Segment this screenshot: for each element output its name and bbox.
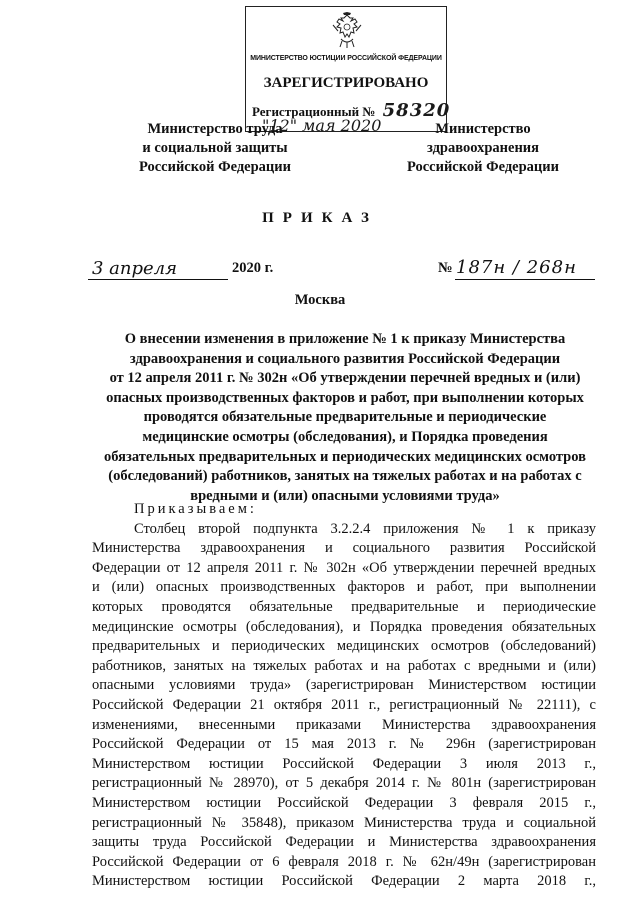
body-line: и (или) опасных производственных факторов и работ, при выполнении	[92, 579, 596, 596]
order-number-label: №	[438, 260, 453, 276]
order-date-handwritten: 3 апреля	[92, 258, 178, 279]
double-headed-eagle-emblem-icon	[330, 11, 364, 51]
orders-word: Приказываем:	[134, 501, 257, 517]
body-line: Министерством юстиции Российской Федерации 2 марта 2018 г.,	[92, 873, 596, 890]
order-heading	[80, 330, 610, 506]
stamp-registration-number: 58320	[382, 100, 451, 121]
heading-line: медицинские осмотры (обследования), и Порядка проведения	[142, 428, 548, 445]
body-line: Столбец второй подпункта 3.2.2.4 приложения № 1 к приказу	[134, 520, 596, 537]
body-line: предварительных и периодических медицинских осмотров (обследований)	[92, 638, 596, 655]
ministry-left-line: и социальной защиты	[142, 140, 288, 156]
body-line: регистрационный № 35848), приказом Министерства труда и социальной	[92, 814, 596, 831]
heading-line: вредными и (или) опасными условиями труда»	[190, 487, 500, 504]
heading-line: опасных производственных факторов и работ, при выполнении которых	[106, 389, 584, 406]
stamp-registration-date: "12" мая 2020	[262, 116, 382, 135]
order-number-handwritten: 187н / 268н	[456, 257, 577, 278]
order-city: Москва	[294, 292, 346, 308]
body-line: работников, занятых на тяжелых работах и на работах с вредными и (или)	[92, 657, 596, 674]
body-line: Министерством юстиции Российской Федерации 3 февраля 2015 г.,	[92, 794, 596, 811]
body-line: Российской Федерации 21 октября 2011 г., регистрационный № 22111), с	[92, 696, 596, 713]
heading-line: от 12 апреля 2011 г. № 302н «Об утверждении перечней вредных и (или)	[109, 370, 581, 387]
ministry-right-line: здравоохранения	[427, 140, 539, 156]
date-underline	[88, 279, 228, 280]
order-body	[92, 500, 596, 892]
ministry-right-line: Министерство	[435, 121, 531, 137]
body-line: Министерства здравоохранения и социального развития Российской	[92, 540, 596, 557]
body-line: Министерством юстиции Российской Федерации 3 июля 2013 г.,	[92, 755, 596, 772]
body-line: которых проводятся обязательные предварительные и периодические	[92, 598, 596, 615]
heading-line: проводятся обязательные предварительные и периодические	[143, 409, 547, 426]
heading-line: обязательных предварительных и периодических медицинских осмотров	[104, 448, 586, 465]
body-line: защиты труда Российской Федерации и Министерства здравоохранения	[92, 834, 596, 851]
body-line: изменениями, внесенными приказами Министерства здравоохранения	[92, 716, 596, 733]
ministry-left-line: Министерство труда	[147, 121, 283, 137]
heading-line: здравоохранения и социального развития Российской Федерации	[129, 350, 561, 367]
ministry-right-line: Российской Федерации	[406, 159, 559, 175]
body-line: Федерации от 12 апреля 2011 г. № 302н «Об утверждении перечней вредных	[92, 559, 596, 576]
ministry-health-header	[388, 120, 578, 177]
body-line: опасными условиями труда» (зарегистрирован Министерством юстиции	[92, 677, 596, 694]
order-date-year: 2020 г.	[232, 260, 274, 276]
stamp-registration-label: Регистрационный №	[252, 104, 376, 119]
registration-stamp	[245, 6, 451, 132]
order-title: ПРИКАЗ	[262, 210, 378, 226]
heading-line: (обследований) работников, занятых на тяжелых работах и на работах с	[108, 468, 582, 485]
stamp-title: ЗАРЕГИСТРИРОВАНО	[263, 75, 429, 91]
stamp-ministry-name: МИНИСТЕРСТВО ЮСТИЦИИ РОССИЙСКОЙ ФЕДЕРАЦИИ	[250, 55, 442, 62]
body-line: Российской Федерации от 6 февраля 2018 г. № 62н/49н (зарегистрирован	[92, 853, 596, 870]
body-line: Российской Федерации от 15 мая 2013 г. № 296н (зарегистрирован	[92, 736, 596, 753]
body-line: медицинские осмотры (обследования), и Порядка проведения обязательных	[92, 618, 596, 635]
ministry-left-line: Российской Федерации	[138, 159, 291, 175]
body-line: регистрационный № 28970), от 5 декабря 2014 г. № 801н (зарегистрирован	[92, 775, 596, 792]
heading-line: О внесении изменения в приложение № 1 к приказу Министерства	[124, 331, 566, 347]
number-underline	[455, 279, 595, 280]
